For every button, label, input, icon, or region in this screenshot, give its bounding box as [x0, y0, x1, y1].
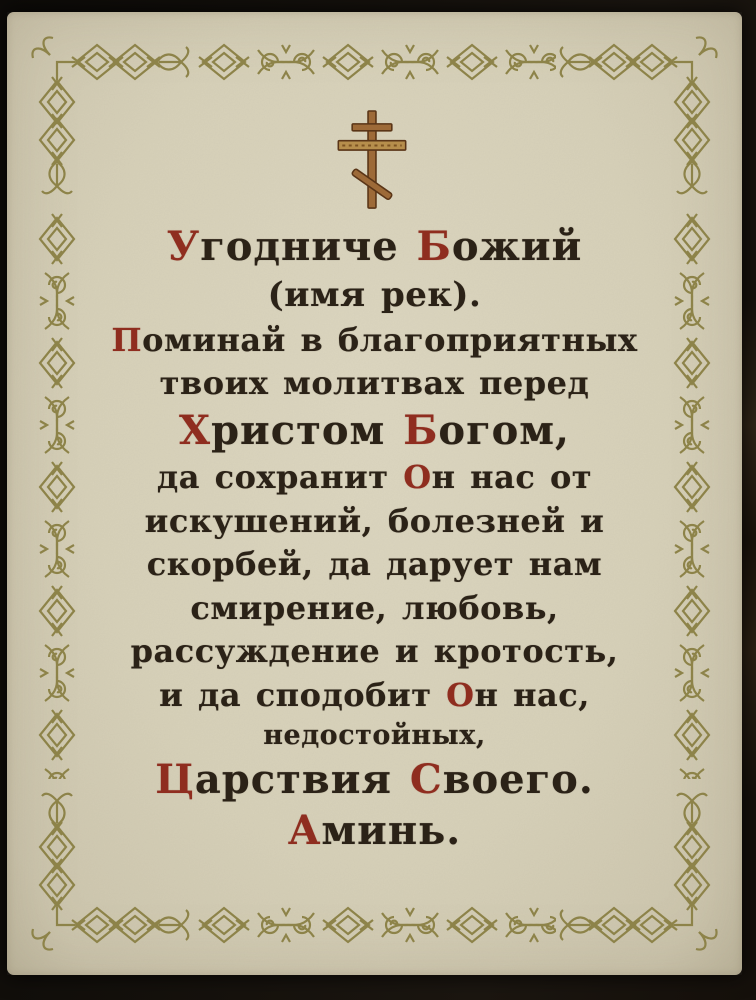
prayer-text-segment: минь.: [321, 806, 462, 854]
prayer-text-segment: недостойных,: [263, 720, 486, 752]
prayer-line: [62, 222, 687, 272]
prayer-line: [62, 500, 687, 544]
prayer-text-segment: С: [409, 756, 443, 804]
prayer-line: [62, 587, 687, 631]
prayer-text-segment: годниче: [200, 223, 417, 270]
prayer-text-segment: Ц: [155, 756, 195, 804]
prayer-line: [62, 272, 687, 318]
prayer-text-segment: арствия: [194, 756, 410, 804]
prayer-text-segment: воего.: [442, 756, 594, 804]
prayer-text-segment: огом,: [438, 406, 570, 454]
prayer-text-segment: А: [287, 806, 322, 854]
prayer-line: [62, 755, 687, 805]
prayer-line: [62, 543, 687, 587]
prayer-text-segment: твоих молитвах перед: [159, 364, 590, 403]
prayer-text-segment: смирение, любовь,: [190, 588, 559, 627]
prayer-text-segment: скорбей, да дарует нам: [146, 545, 603, 584]
backdrop-texture: [740, 300, 756, 800]
prayer-text-segment: О: [446, 675, 475, 714]
prayer-text-segment: оминай в благоприятных: [142, 320, 638, 359]
prayer-line: [62, 319, 687, 363]
prayer-text-segment: ристом: [211, 406, 404, 454]
prayer-text-segment: н нас,: [474, 675, 590, 714]
prayer-text-block: [62, 222, 687, 856]
prayer-text-segment: ожий: [451, 223, 583, 270]
prayer-line: [62, 456, 687, 500]
prayer-line: [62, 406, 687, 456]
prayer-text-segment: (имя рек).: [267, 275, 482, 316]
prayer-text-segment: Б: [416, 223, 452, 270]
prayer-line: [62, 630, 687, 674]
prayer-text-segment: Б: [403, 406, 439, 454]
prayer-line: [62, 362, 687, 406]
prayer-text-segment: О: [403, 458, 432, 497]
prayer-text-segment: Х: [179, 406, 212, 454]
prayer-line: [62, 717, 687, 755]
prayer-text-segment: и да сподобит: [159, 675, 447, 714]
prayer-text-segment: П: [111, 320, 143, 359]
prayer-text-segment: да сохранит: [156, 458, 404, 497]
prayer-text-segment: н нас от: [431, 458, 593, 497]
prayer-line: [62, 806, 687, 856]
prayer-card: [7, 12, 742, 975]
orthodox-cross-icon: [331, 109, 413, 213]
prayer-text-segment: рассуждение и кротость,: [130, 632, 619, 671]
prayer-text-segment: У: [166, 223, 201, 270]
prayer-text-segment: искушений, болезней и: [144, 501, 605, 540]
prayer-line: [62, 674, 687, 718]
